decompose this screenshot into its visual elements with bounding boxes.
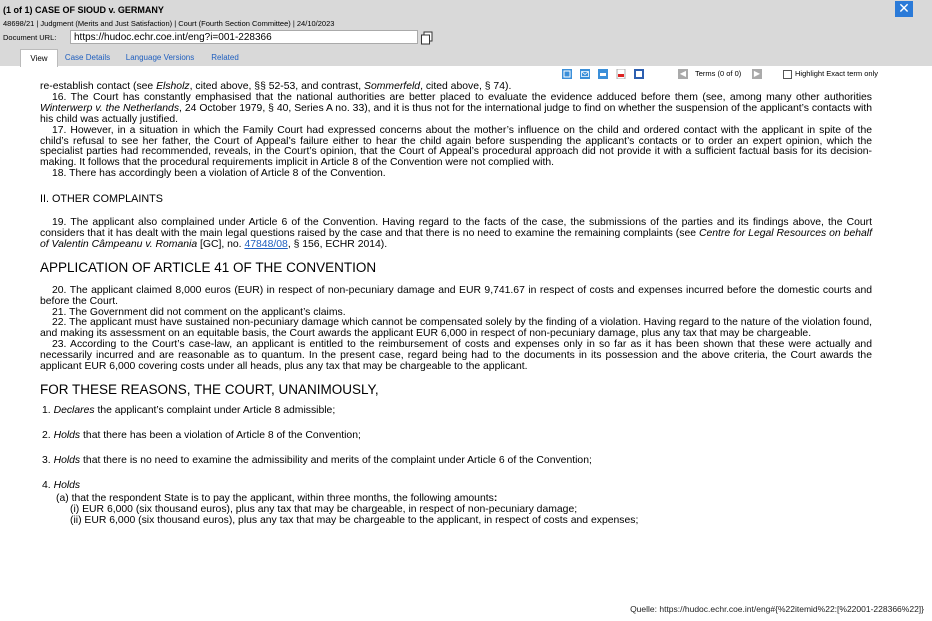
document-url-field[interactable]: https://hudoc.echr.coe.int/eng?i=001-228366: [70, 30, 418, 44]
close-button[interactable]: ✕: [895, 1, 913, 17]
paragraph-18: 18. There has accordingly been a violation of Article 8 of the Convention.: [52, 168, 386, 180]
expand-icon[interactable]: [562, 69, 572, 79]
operative-point-4a: (a) that the respondent State is to pay the applicant, within three months, the following amounts:: [56, 493, 498, 505]
operative-point-4a-i: (i) EUR 6,000 (six thousand euros), plus any tax that may be chargeable, in respect of non-pecuniary damage;: [70, 504, 578, 516]
highlight-exact-checkbox[interactable]: [783, 69, 878, 79]
tab-language-versions[interactable]: Language Versions: [125, 53, 195, 62]
paragraph-17: 17. However, in a situation in which the Family Court had expressed concerns about the mother’s influence on the child and ordered contact with the applicant in spite of the child’s refusal to see her father, the Court of Appeal’s failure either to hear the child again before suspending the applicant’s contacts or to order an expert opinion, which the specialist parties had recommended, reveals, in the Court’s opinion, that the Court of Appeal’s procedural approach did not provide it with a sufficient factual basis for its decision-making. It follows that the procedural requirements implicit in Article 8 of the Convention were not complied with.: [40, 124, 872, 169]
print-icon[interactable]: [598, 69, 608, 79]
section-heading-other-complaints: II. OTHER COMPLAINTS: [40, 193, 163, 206]
heading-operative-provisions: FOR THESE REASONS, THE COURT, UNANIMOUSLY,: [40, 381, 379, 397]
case-title: (1 of 1) CASE OF SIOUD v. GERMANY: [3, 5, 164, 15]
checkbox-icon[interactable]: [783, 70, 792, 79]
paragraph-23: 23. According to the Court’s case-law, an applicant is entitled to the reimbursement of costs and expenses only in so far as it has been shown that these were actually and necessarily incurred and are reasonable as to quantum. In the present case, regard being had to the documents in its possession and the above criteria, the Court awards the applicant EUR 6,000 covering costs under all heads, plus any tax that may be chargeable to the applicant.: [40, 339, 872, 373]
document-toolbar: [0, 67, 932, 81]
paragraph-15-end: re-establish contact (see Elsholz, cited above, §§ 52-53, and contrast, Sommerfeld, cited above, § 74).: [40, 81, 512, 92]
case-meta: 48698/21 | Judgment (Merits and Just Satisfaction) | Court (Fourth Section Committee) | 24/10/2023: [3, 19, 335, 28]
operative-point-2: 2. Holds that there has been a violation of Article 8 of the Convention;: [42, 429, 361, 441]
tab-related[interactable]: Related: [211, 53, 239, 62]
operative-point-4: 4. Holds: [42, 479, 81, 491]
application-link[interactable]: 47848/08: [244, 238, 288, 250]
tab-view[interactable]: View: [20, 49, 58, 67]
source-footer: Quelle: https://hudoc.echr.coe.int/eng#{%22itemid%22:[%22001-228366%22]}: [630, 604, 924, 614]
paragraph-20: 20. The applicant claimed 8,000 euros (EUR) in respect of non-pecuniary damage and EUR 9,741.67 in respect of costs and expenses incurred before the domestic courts and before the Court.: [40, 284, 872, 307]
copy-icon[interactable]: [420, 31, 434, 45]
terms-counter: Terms (0 of 0): [695, 69, 742, 78]
highlight-exact-label: Highlight Exact term only: [795, 69, 878, 78]
tab-case-details[interactable]: Case Details: [64, 53, 111, 62]
operative-point-1: 1. Declares the applicant’s complaint under Article 8 admissible;: [42, 404, 336, 416]
operative-point-4a-ii: (ii) EUR 6,000 (six thousand euros), plus any tax that may be chargeable to the applicant, in respect of costs and expenses;: [70, 515, 639, 527]
judgment-text: [40, 82, 872, 527]
previous-term-icon[interactable]: ◀: [679, 69, 687, 78]
paragraph-16: 16. The Court has constantly emphasised that the national authorities are better placed to evaluate the evidence adduced before them (see, among many other authorities Winterwerp v. the Netherlands, 24 October 1979, § 40, Series A no. 33), and it is thus not for the international judge to find on whether the suspension of the applicant’s contacts with his child was actually justified.: [40, 91, 872, 125]
heading-article-41: APPLICATION OF ARTICLE 41 OF THE CONVENTION: [40, 259, 377, 275]
paragraph-21: 21. The Government did not comment on the applicant’s claims.: [52, 306, 346, 318]
paragraph-19: 19. The applicant also complained under Article 6 of the Convention. Having regard to the facts of the case, the submissions of the parties and its findings above, the Court considers that it has dealt with the main legal questions raised by the case and that there is no need to examine the remaining complaints (see Centre for Legal Resources on behalf of Valentin Câmpeanu v. Romania [GC], no. 47848/08, § 156, ECHR 2014).: [40, 217, 872, 250]
url-label: Document URL:: [3, 33, 57, 42]
paragraph-22: 22. The applicant must have sustained non-pecuniary damage which cannot be compensated solely by the finding of a violation. Having regard to the nature of the violation found, and making its assessment on an equitable basis, the Court awards the applicant EUR 6,000 in respect of non-pecuniary damage, plus any tax that may be chargeable.: [40, 317, 872, 340]
email-icon[interactable]: [580, 69, 590, 79]
word-document-icon[interactable]: [634, 69, 644, 79]
operative-point-3: 3. Holds that there is no need to examine the admissibility and merits of the complaint under Article 6 of the Convention;: [42, 454, 592, 466]
document-header: [0, 0, 932, 66]
next-term-icon[interactable]: ▶: [753, 69, 761, 78]
pdf-icon[interactable]: [616, 69, 626, 79]
